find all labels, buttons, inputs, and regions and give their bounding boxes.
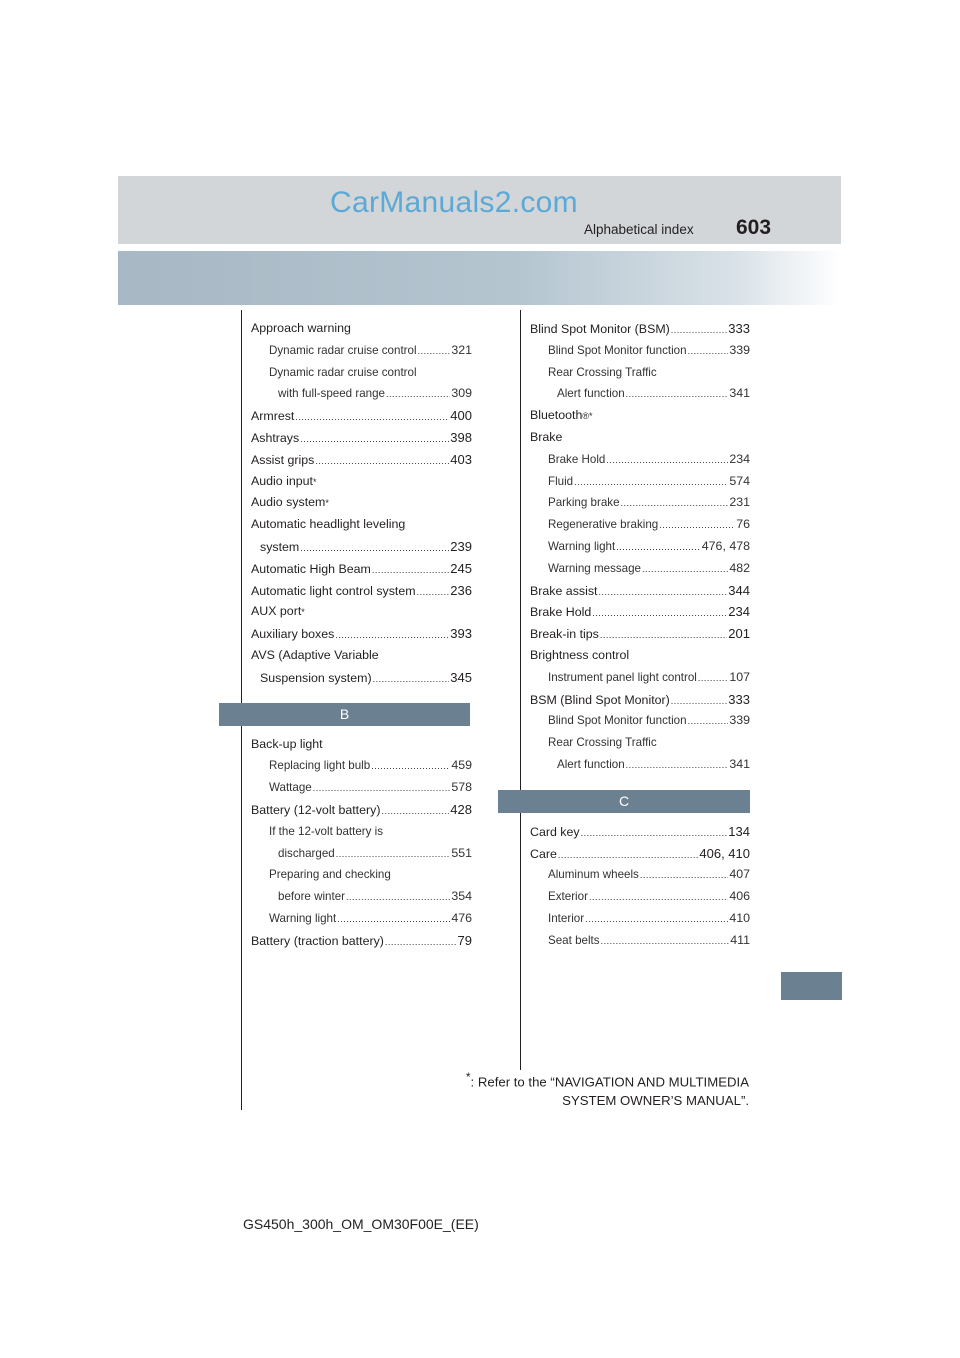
index-entry-term: Automatic High Beam [251,561,371,576]
index-entry-page: 411 [730,932,750,947]
dot-leader [558,845,699,867]
dot-leader [585,909,728,931]
index-entry [251,645,472,667]
index-entry [530,821,750,843]
index-entry [251,427,472,449]
index-entry [251,755,472,777]
footnote-star: * [465,1070,471,1084]
index-entry-term: Warning light [548,539,616,553]
index-entry [251,930,472,952]
dot-leader [671,691,728,713]
index-entry [251,777,472,799]
dot-leader [373,669,450,691]
index-entry [530,864,750,886]
index-entry-term: AUX port [251,604,302,619]
index-entry-page: 341 [729,386,750,401]
index-entry [251,514,472,536]
index-entry-term: Brake assist [530,583,598,598]
dot-leader [671,320,728,342]
index-entry-page: 341 [729,756,750,771]
footnote-line-1: *: Refer to the “NAVIGATION AND MULTIMEDIA [465,1070,749,1090]
index-entry-term: Replacing light bulb [269,759,371,773]
index-entry-page: 406, 410 [699,845,750,861]
index-entry [530,427,750,449]
dot-leader [300,429,449,451]
dot-leader [698,668,728,690]
dot-leader [417,582,450,604]
index-entry [251,734,472,756]
dot-leader [574,472,728,494]
index-entry-term: Seat belts [548,933,600,947]
index-entry-page: 459 [451,758,472,773]
index-entry [251,843,472,865]
index-entry-page: 333 [728,321,750,336]
index-entry-page: 201 [728,626,750,642]
dot-leader [688,341,729,363]
index-entry [251,340,472,362]
index-entry [530,886,750,908]
index-entry-page: 339 [729,713,750,728]
dot-leader [592,603,727,625]
dot-leader [640,865,728,887]
index-entry [530,623,750,645]
index-entry [530,340,750,362]
index-entry-page: 428 [450,801,472,817]
index-entry [530,843,750,865]
index-entry [530,449,750,471]
index-entry-term: Warning message [548,561,642,575]
index-entry-page: 574 [729,473,750,488]
index-entry-term: Automatic headlight leveling [251,517,406,532]
dot-leader [418,341,451,363]
index-entry-page: 482 [729,560,750,575]
index-entry [251,405,472,427]
dot-leader [598,582,727,604]
index-entry-term: Rear Crossing Traffic [548,365,657,379]
dot-leader [688,711,729,733]
index-entry [251,558,472,580]
index-entry [251,908,472,930]
index-entry-term: Regenerative braking [548,518,659,532]
index-entry-page: 400 [450,408,472,424]
page-number: 603 [736,216,772,239]
section-banner [118,251,841,305]
index-column-right [530,318,750,952]
index-entry [530,689,750,711]
dot-leader [371,756,450,778]
index-entry-term: Brake Hold [548,452,606,466]
index-entry [251,799,472,821]
index-entry-page: 76 [736,517,750,532]
index-entry-page: 551 [451,845,472,860]
index-entry [530,580,750,602]
index-entry-term: Brake [530,429,563,444]
dot-leader [606,450,728,472]
index-entry-term: If the 12-volt battery is [269,824,384,838]
index-entry-page: 245 [450,560,472,576]
dot-leader [346,887,450,909]
index-entry-term: Brightness control [530,647,630,662]
index-entry-page: 79 [457,932,472,948]
index-entry-term: Suspension system) [260,670,372,685]
index-entry-term: Instrument panel light control [548,670,697,684]
dot-leader [372,560,449,582]
index-entry [251,318,472,340]
index-entry [251,821,472,843]
index-entry-page: 410 [729,910,750,925]
dot-leader [601,931,730,953]
index-group-b [251,734,472,952]
index-entry [251,886,472,908]
dot-leader [616,537,701,559]
index-entry-term: Ashtrays [251,430,300,445]
index-entry-page: 393 [450,626,472,642]
document-code: GS450h_300h_OM_OM30F00E_(EE) [243,1216,479,1232]
index-entry-term: Aluminum wheels [548,868,639,882]
dot-leader [337,909,450,931]
index-entry-term: Fluid [548,474,574,488]
index-entry [251,667,472,689]
index-entry-term: Back-up light [251,736,323,751]
index-entry [530,930,750,952]
index-entry: AUX port * [251,601,472,623]
index-entry-term: Rear Crossing Traffic [548,736,657,750]
section-header-b: B [219,703,470,726]
dot-leader [386,384,450,406]
dot-leader [589,887,728,909]
index-entry [530,383,750,405]
index-entry-term: with full-speed range [278,387,385,401]
dot-leader [621,493,729,515]
index-entry-page: 476 [451,910,472,925]
index-entry-page: 407 [729,867,750,882]
index-entry-term: Battery (traction battery) [251,933,384,948]
index-entry-page: 236 [450,582,472,598]
index-entry [251,383,472,405]
index-entry [530,710,750,732]
index-entry-term: Blind Spot Monitor function [548,343,687,357]
index-entry-term: system [260,539,300,554]
index-group-a [251,318,472,689]
index-entry-page: 134 [728,823,750,839]
index-entry-term: Interior [548,911,585,925]
index-entry-page: 398 [450,429,472,445]
index-entry-page: 476, 478 [701,538,750,553]
page-title: Alphabetical index [584,222,694,237]
index-column-left [251,318,472,952]
footnote-line-2: SYSTEM OWNER’S MANUAL”. [562,1093,749,1109]
index-entry-page: 339 [729,342,750,357]
index-group-c [530,821,750,952]
index-entry-term: AVS (Adaptive Variable [251,647,379,662]
index-entry [251,449,472,471]
index-entry-page: 309 [451,386,472,401]
index-entry-term: Warning light [269,911,337,925]
index-entry [530,536,750,558]
index-entry [530,558,750,580]
index-entry: Bluetooth ®* [530,405,750,427]
dot-leader [642,559,728,581]
dot-leader [313,778,451,800]
index-entry-term: Blind Spot Monitor (BSM) [530,322,670,336]
index-entry-term: Alert function [557,387,625,401]
index-entry-term: Automatic light control system [251,583,416,598]
dot-leader [335,625,449,647]
index-entry-page: 344 [728,582,750,598]
dot-leader [300,538,449,560]
index-entry [530,471,750,493]
chapter-side-tab [781,972,842,1000]
dot-leader [626,384,729,406]
index-entry [530,362,750,384]
dot-leader [315,451,449,473]
index-entry-page: 578 [451,780,472,795]
index-entry-term: Dynamic radar cruise control [269,365,417,379]
index-entry-term: Dynamic radar cruise control [269,343,417,357]
index-entry [530,667,750,689]
dot-leader [626,755,729,777]
index-entry-page: 345 [450,669,472,685]
index-entry-term: Battery (12-volt battery) [251,802,381,817]
index-entry-page: 234 [729,451,750,466]
index-entry-term: Audio input [251,473,314,488]
index-entry [530,732,750,754]
index-entry [530,318,750,340]
dot-leader [600,625,727,647]
index-entry-term: Approach warning [251,321,351,335]
index-group-b-continued [530,318,750,776]
index-entry-page: 321 [451,342,472,357]
dot-leader [385,932,457,954]
index-entry-term: Break-in tips [530,627,599,642]
index-entry-page: 234 [728,604,750,620]
index-entry-term: Care [530,846,557,861]
section-header-c: C [498,790,750,813]
index-entry-term: Bluetooth [530,408,583,423]
index-entry-term: Blind Spot Monitor function [548,714,687,728]
index-entry-term: Armrest [251,409,295,424]
dot-leader [581,823,728,845]
index-entry-term: BSM (Blind Spot Monitor) [530,692,670,707]
dot-leader [381,801,449,823]
index-entry-page: 333 [728,691,750,707]
index-entry: Audio system * [251,492,472,514]
index-entry-page: 239 [450,538,472,554]
index-entry-term: Parking brake [548,496,620,510]
index-entry-term: Audio system [251,495,326,510]
index-entry-page: 354 [451,889,472,904]
index-entry [251,362,472,384]
index-entry [530,754,750,776]
dot-leader [659,515,735,537]
index-entry [251,623,472,645]
index-entry-term: Alert function [557,757,625,771]
index-entry-page: 107 [729,669,750,684]
dot-leader [295,407,449,429]
index-entry-term: discharged [278,846,335,860]
dot-leader [336,844,451,866]
index-entry [530,514,750,536]
index-entry-term: Wattage [269,781,312,795]
index-entry [530,492,750,514]
index-entry-page: 406 [729,889,750,904]
index-entry [530,908,750,930]
index-entry [251,580,472,602]
footnote [400,1068,749,1110]
middle-column-rule [520,310,521,1070]
index-entry-term: Brake Hold [530,605,592,620]
index-entry [251,536,472,558]
index-entry [530,601,750,623]
index-entry-term: Assist grips [251,452,315,467]
index-entry-term: Preparing and checking [269,868,391,882]
index-entry-page: 403 [450,451,472,467]
index-entry [530,645,750,667]
index-entry-term: Exterior [548,890,588,904]
index-entry: Audio input * [251,471,472,493]
index-entry-term: before winter [278,890,346,904]
index-entry [251,864,472,886]
index-entry-term: Card key [530,824,580,839]
index-entry-term: Auxiliary boxes [251,627,335,642]
watermark: CarManuals2.com [330,186,578,219]
index-entry-page: 231 [729,495,750,510]
